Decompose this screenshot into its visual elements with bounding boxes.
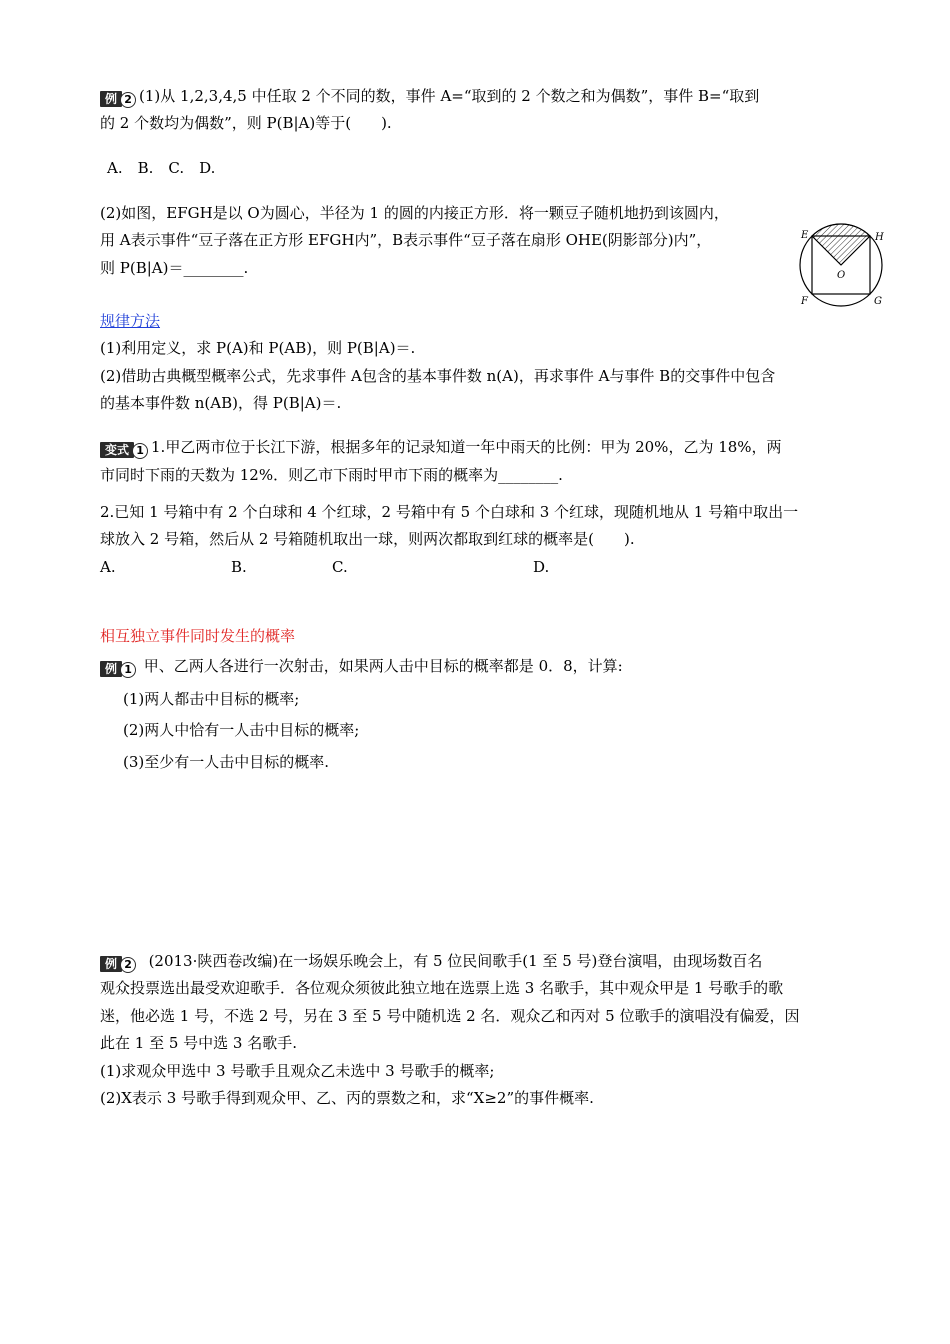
option-c: C. [332,558,348,576]
circle-square-figure [795,222,890,312]
example-2b-line-1: 例 2 (2013·陕西卷改编)在一场娱乐晚会上，有 5 位民间歌手(1 至 5 号)登台演唱，由现场数百名 [100,951,762,971]
variation-1-line-2: 市同时下雨的天数为 12%．则乙市下雨时甲市下雨的概率为________. [100,466,563,484]
method-line-3: 的基本事件数 n(AB)，得 P(B|A)＝. [100,394,342,412]
option-d: D. [533,558,550,576]
example-2-part2-line-2: 用 A表示事件“豆子落在正方形 EFGH内”，B表示事件“豆子落在扇形 OHE(阴影部分)内”， [100,231,712,249]
method-heading: 规律方法 [100,312,161,330]
method-line-1: (1)利用定义，求 P(A)和 P(AB)，则 P(B|A)＝. [100,339,416,357]
example-2-line-1: 例 2 (1)从 1,2,3,4,5 中任取 2 个不同的数，事件 A=“取到的 2 个数之和为偶数”，事件 B=“取到 [100,86,759,106]
independent-item-1: (1)两人都击中目标的概率; [123,690,300,708]
independent-item-2: (2)两人中恰有一人击中目标的概率; [123,721,360,739]
label-f: F [801,296,808,307]
option-a: A. [100,558,116,576]
method-line-2: (2)借助古典概型概率公式，先求事件 A包含的基本事件数 n(A)，再求事件 A与事件 B的交事件中包含 [100,367,776,385]
example-2b-line-3: 迷，他必选 1 号，不选 2 号，另在 3 至 5 号中随机选 2 名．观众乙和丙对 5 位歌手的演唱没有偏爱，因 [100,1007,800,1025]
example-2b-question-2: (2)X表示 3 号歌手得到观众甲、乙、丙的票数之和，求“X≥2”的事件概率. [100,1089,594,1107]
example-2b-line-2: 观众投票选出最受欢迎歌手．各位观众须彼此独立地在选票上选 3 名歌手，其中观众甲是 1 号歌手的歌 [100,979,784,997]
variation-1-line-1: 变式 1 1.甲乙两市位于长江下游，根据多年的记录知道一年中雨天的比例：甲为 20%，乙为 18%，两 [100,437,782,457]
variation-tag: 变式 1 [100,439,148,455]
example-tag: 例 1 [100,658,136,674]
variation-2-line-2: 球放入 2 号箱，然后从 2 号箱随机取出一球，则两次都取到红球的概率是( ). [100,530,635,548]
label-o: O [837,270,846,281]
label-g: G [874,296,882,307]
example-2b-line-4: 此在 1 至 5 号中选 3 名歌手. [100,1034,298,1052]
example-tag: 例 2 [100,88,136,104]
example-2-options: A. B. C. D. [107,159,216,177]
independent-item-3: (3)至少有一人击中目标的概率. [123,753,330,771]
example-2b-question-1: (1)求观众甲选中 3 号歌手且观众乙未选中 3 号歌手的概率; [100,1062,495,1080]
label-h: H [875,232,884,243]
example-tag: 例 2 [100,953,136,969]
example-2-line-2: 的 2 个数均为偶数”，则 P(B|A)等于( ). [100,114,392,132]
independent-events-heading: 相互独立事件同时发生的概率 [100,627,296,645]
independent-example-line-1: 例 1 甲、乙两人各进行一次射击，如果两人击中目标的概率都是 0．8，计算: [100,656,623,676]
example-2-part2-line-1: (2)如图，EFGH是以 O为圆心，半径为 1 的圆的内接正方形．将一颗豆子随机地扔到该圆内， [100,204,729,222]
variation-2-line-1: 2.已知 1 号箱中有 2 个白球和 4 个红球，2 号箱中有 5 个白球和 3 个红球，现随机地从 1 号箱中取出一 [100,503,799,521]
option-b: B. [231,558,247,576]
label-e: E [801,230,809,241]
example-2-part2-line-3: 则 P(B|A)＝________. [100,259,249,277]
